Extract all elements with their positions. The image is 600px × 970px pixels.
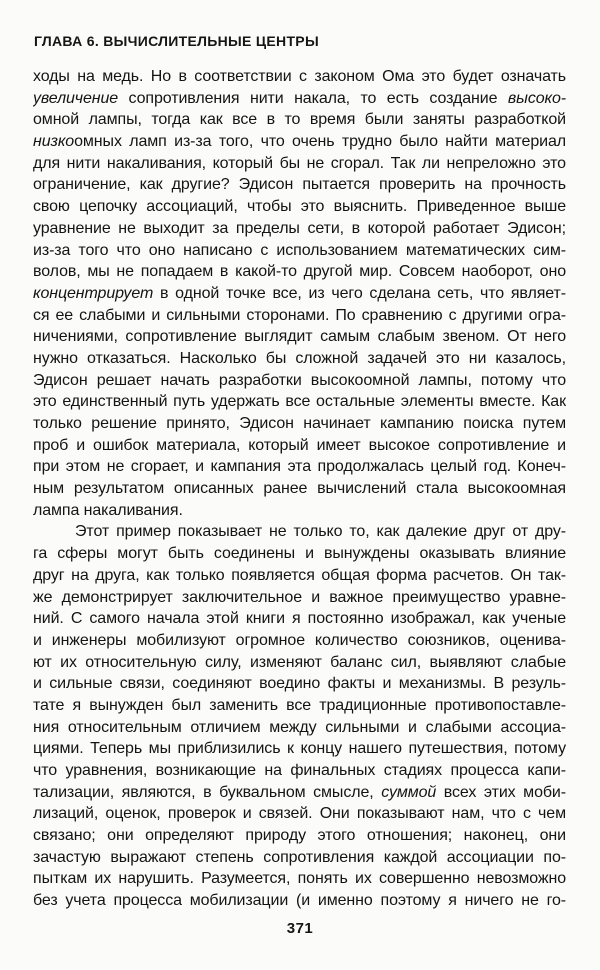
text-line [33, 825, 566, 847]
text-segment: ничениями, сопротивление выглядит самым слабым звеном. От него [33, 328, 566, 346]
text-line [33, 673, 566, 695]
text-line [33, 868, 566, 890]
text-segment: омных ламп из-за того, что очень трудно было найти материал [74, 133, 566, 151]
text-segment: Эдисон решает начать разработки высокоомной лампы, потому что [33, 371, 566, 389]
italic-text: суммой [381, 783, 437, 801]
text-line [33, 738, 566, 760]
text-line [33, 760, 566, 782]
text-line [33, 131, 566, 153]
text-segment: ным результатом описанных ранее вычислений стала высокоомная [33, 480, 566, 498]
text-segment: что уравнения, возникающие на финальных стадиях процесса капи- [33, 762, 566, 779]
text-segment: уравнение не выходит за пределы сети, в которой работает Эдисон; [33, 219, 566, 237]
text-line [33, 717, 566, 739]
text-segment: всех этих моби- [436, 783, 566, 801]
text-line [33, 782, 566, 804]
page-number: 371 [286, 920, 314, 937]
text-segment: ограничение, как другие? Эдисон пытается проверить на прочность [33, 176, 566, 194]
text-segment: нужно отказаться. Насколько бы сложной задачей это ни казалось, [33, 349, 566, 367]
text-line [33, 196, 566, 218]
text-line [33, 391, 566, 413]
italic-text: высоко- [507, 89, 566, 107]
text-segment: только решение принято, Эдисон начинает кампанию поиска путем [33, 415, 566, 432]
text-line [33, 890, 566, 912]
text-segment: тализации, являются, в буквальном смысле, [33, 783, 382, 801]
text-line [33, 348, 566, 370]
text-segment: Этот пример показывает не только то, как далекие друг от дру- [75, 523, 566, 541]
text-segment: пыткам их нарушить. Разумеется, понять их совершенно невозможно [33, 870, 566, 888]
text-line [33, 109, 566, 131]
text-segment: и сильные связи, соединяют воедино факты и механизмы. В резуль- [33, 675, 566, 693]
text-segment: же демонстрирует заключительное и важное преимущество уравне- [33, 588, 566, 606]
text-segment: связано; они определяют природу этого отношения; наконец, они [33, 827, 566, 845]
italic-text: низко [33, 133, 75, 151]
text-segment: лампа накаливания. [33, 501, 183, 519]
text-segment: из-за того что оно написано с использованием математических сим- [33, 241, 566, 259]
text-line [33, 630, 566, 652]
text-segment: лизаций, оценок, проверок и связей. Они показывают нам, что с чем [33, 805, 566, 823]
text-segment: в одной точке все, из чего сделана сеть, что являет- [153, 284, 566, 302]
text-line [33, 305, 566, 327]
text-segment: это единственный путь удержать все остальные элементы вместе. Как [33, 393, 566, 411]
text-segment: тате я вынужден был заменить все традиционные противопоставле- [33, 696, 566, 714]
text-segment: ходы на медь. Но в соответствии с законом Ома это будет означать [33, 68, 566, 85]
italic-text: увеличение [33, 89, 119, 107]
text-line [33, 478, 566, 500]
text-segment: ся ее слабыми и сильными сторонами. По сравнению с другими огра- [33, 306, 566, 324]
text-line [33, 326, 566, 348]
italic-text: концентрирует [33, 284, 154, 302]
text-line [33, 66, 566, 88]
text-segment: омной лампы, тогда как все в то время были заняты разработкой [33, 111, 566, 129]
text-line [33, 218, 566, 240]
text-line [33, 88, 566, 110]
paragraph [33, 521, 566, 911]
text-segment: свою цепочку ассоциаций, чтобы это выяснить. Приведенное выше [33, 198, 566, 216]
text-segment: ний. С самого начала этой книги я постоянно изображал, как ученые [33, 610, 566, 628]
text-line [33, 847, 566, 869]
text-segment: ют их относительную силу, изменяют баланс сил, выявляют слабые [33, 653, 566, 671]
text-line [33, 500, 566, 522]
text-line [33, 521, 566, 543]
text-line [33, 587, 566, 609]
text-line [33, 370, 566, 392]
chapter-header: ГЛАВА 6. ВЫЧИСЛИТЕЛЬНЫЕ ЦЕНТРЫ [34, 33, 319, 49]
text-line [33, 435, 566, 457]
text-line [33, 803, 566, 825]
text-line [33, 695, 566, 717]
text-line [33, 456, 566, 478]
text-segment: волов, мы не попадаем в какой-то другой мир. Совсем наоборот, оно [33, 263, 566, 281]
text-line [33, 565, 566, 587]
text-line [33, 240, 566, 262]
text-segment: сопротивления нити накала, то есть создание [118, 89, 508, 107]
body-text [33, 66, 566, 912]
text-segment: без учета процесса мобилизации (и именно поэтому я ничего не го- [33, 892, 566, 910]
text-line [33, 608, 566, 630]
text-line [33, 153, 566, 175]
text-line [33, 174, 566, 196]
text-segment: га сферы могут быть соединены и вынуждены оказывать влияние [33, 545, 566, 563]
text-segment: для нити накаливания, который бы не сгорал. Так ли непреложно это [33, 154, 566, 172]
text-segment: при этом не сгорает, и кампания эта продолжалась целый год. Конеч- [33, 458, 566, 476]
text-segment: проб и ошибок материала, который имеет высокое сопротивление и [33, 436, 566, 454]
text-segment: циями. Теперь мы приблизились к концу нашего путешествия, потому [33, 740, 566, 758]
text-segment: друг на друга, как только появляется общая форма расчетов. Он так- [33, 566, 566, 584]
text-line [33, 652, 566, 674]
text-line [33, 543, 566, 565]
paragraph [33, 66, 566, 521]
text-line [33, 261, 566, 283]
text-segment: ния относительным отличием между сильными и слабыми ассоциа- [33, 718, 566, 736]
text-line [33, 413, 566, 435]
text-segment: и инженеры мобилизуют огромное количество союзников, оценива- [33, 631, 566, 649]
text-segment: зачастую выражают степень сопротивления каждой ассоциации по- [33, 848, 566, 866]
text-line [33, 283, 566, 305]
